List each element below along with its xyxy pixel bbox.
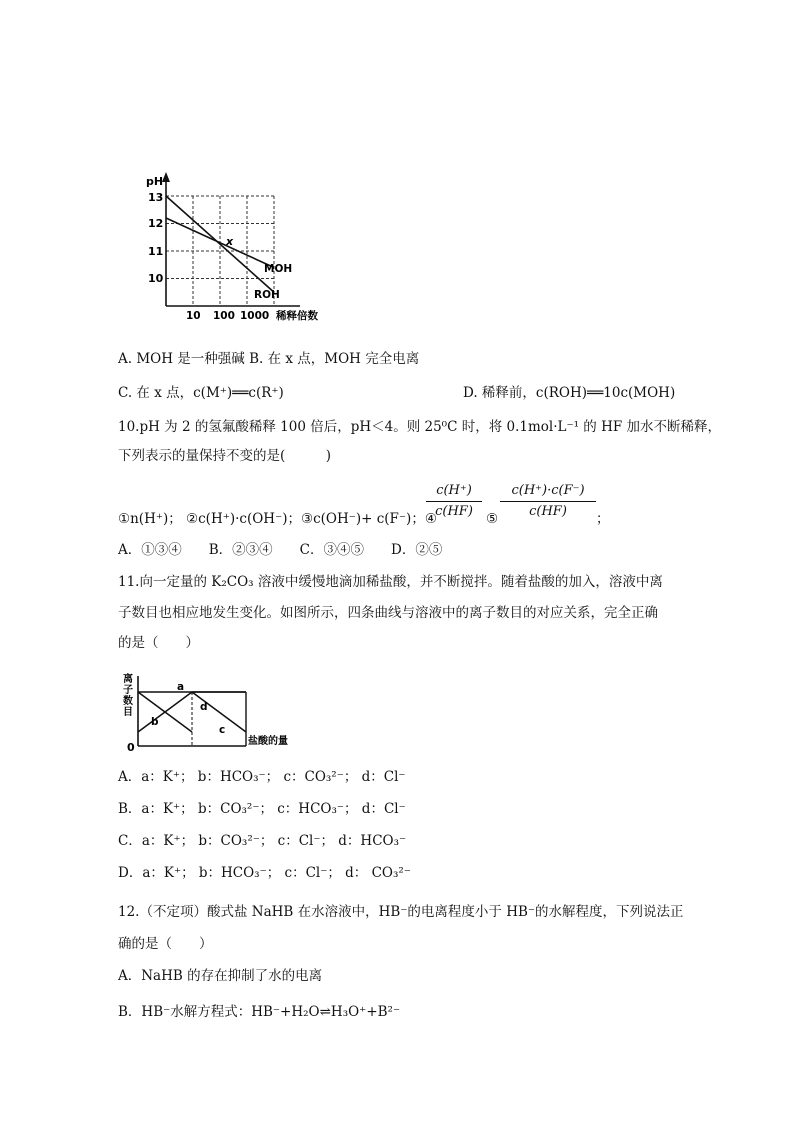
q11-option-b: B．a：K⁺； b：CO₃²⁻； c：HCO₃⁻； d：Cl⁻ [118,801,406,817]
fraction-bar [500,501,596,502]
q12-stem-line1: 12.（不定项）酸式盐 NaHB 在水溶液中，HB⁻的电离程度小于 HB⁻的水解程度，下列说法正 [118,904,684,920]
origin-label: 0 [127,741,135,754]
q11-stem-line1: 11.向一定量的 K₂CO₃ 溶液中缓慢地滴加稀盐酸，并不断搅拌。随着盐酸的加入，溶液中离 [118,574,663,590]
q11-option-c: C．a：K⁺； b：CO₃²⁻； c：Cl⁻； d：HCO₃⁻ [118,833,407,849]
q12-stem-line2: 确的是（ ） [118,936,213,952]
series-label-d: d [200,701,208,713]
x-tick-label: 100 [213,310,235,322]
y-tick-label: 11 [148,245,164,258]
q10-fraction-4 [426,482,482,521]
x-axis-label: 稀释倍数 [276,310,318,322]
series-line-moh [166,218,274,268]
y-axis-arrow [162,172,170,182]
fraction-denominator: c(HF) [435,504,473,519]
q11-option-d: D．a：K⁺； b：HCO₃⁻； c：Cl⁻； d： CO₃²⁻ [118,865,411,881]
series-label-roh: ROH [254,289,280,301]
fraction-bar [426,501,482,502]
q10-stem-line2: 下列表示的量保持不变的是( ) [118,448,332,464]
q11-stem-line2: 子数目也相应地发生变化。如图所示，四条曲线与溶液中的离子数目的对应关系，完全正确 [118,605,658,621]
ph-dilution-chart [118,160,348,330]
q10-end-semicolon: ； [596,511,610,527]
q11-stem-line3: 的是（ ） [118,635,199,651]
point-x-annotation: x [226,235,234,248]
y-tick-label: 10 [148,272,164,285]
x-tick-label: 1000 [240,310,270,322]
fraction-numerator: c(H⁺) [436,483,472,498]
ion-count-chart [118,668,418,760]
series-label-b: b [151,716,159,728]
q11-option-a: A．a：K⁺； b：HCO₃⁻； c：CO₃²⁻； d：Cl⁻ [118,769,406,785]
series-label-a: a [177,681,185,693]
q12-option-b: B．HB⁻水解方程式：HB⁻+H₂O⇌H₃O⁺+B²⁻ [118,1004,401,1020]
fraction-denominator: c(HF) [529,504,567,519]
x-axis-label: 盐酸的量 [248,736,288,747]
fraction-numerator: c(H⁺)·c(F⁻) [511,483,585,498]
q10-item-5-marker: ⑤ [486,511,499,527]
q10-stem-line1: 10.pH 为 2 的氢氟酸稀释 100 倍后，pH＜4。则 25⁰C 时，将 0.1mol·L⁻¹ 的 HF 加水不断稀释， [118,419,722,435]
series-label-c: c [219,724,226,736]
y-axis-label: pH [146,175,164,188]
q9-option-c: C. 在 x 点，c(M⁺)══c(R⁺) [118,385,284,401]
series-label-moh: MOH [264,263,293,275]
q10-items: ①n(H⁺)； ②c(H⁺)·c(OH⁻)；③c(OH⁻)+ c(F⁻)；④ [118,511,437,527]
y-tick-label: 12 [148,217,164,230]
q12-option-a: A．NaHB 的存在抑制了水的电离 [118,968,323,984]
y-tick-label: 13 [148,191,164,204]
y-axis-label: 离 子 数 目 [123,674,133,718]
q9-option-d: D. 稀释前，c(ROH)══10c(MOH) [463,385,676,401]
x-tick-label: 10 [186,310,201,322]
q10-options: A．①③④ B．②③④ C．③④⑤ D．②⑤ [118,542,443,558]
q10-fraction-5 [500,482,596,521]
q9-option-a-b: A. MOH 是一种强碱 B. 在 x 点，MOH 完全电离 [118,351,420,367]
